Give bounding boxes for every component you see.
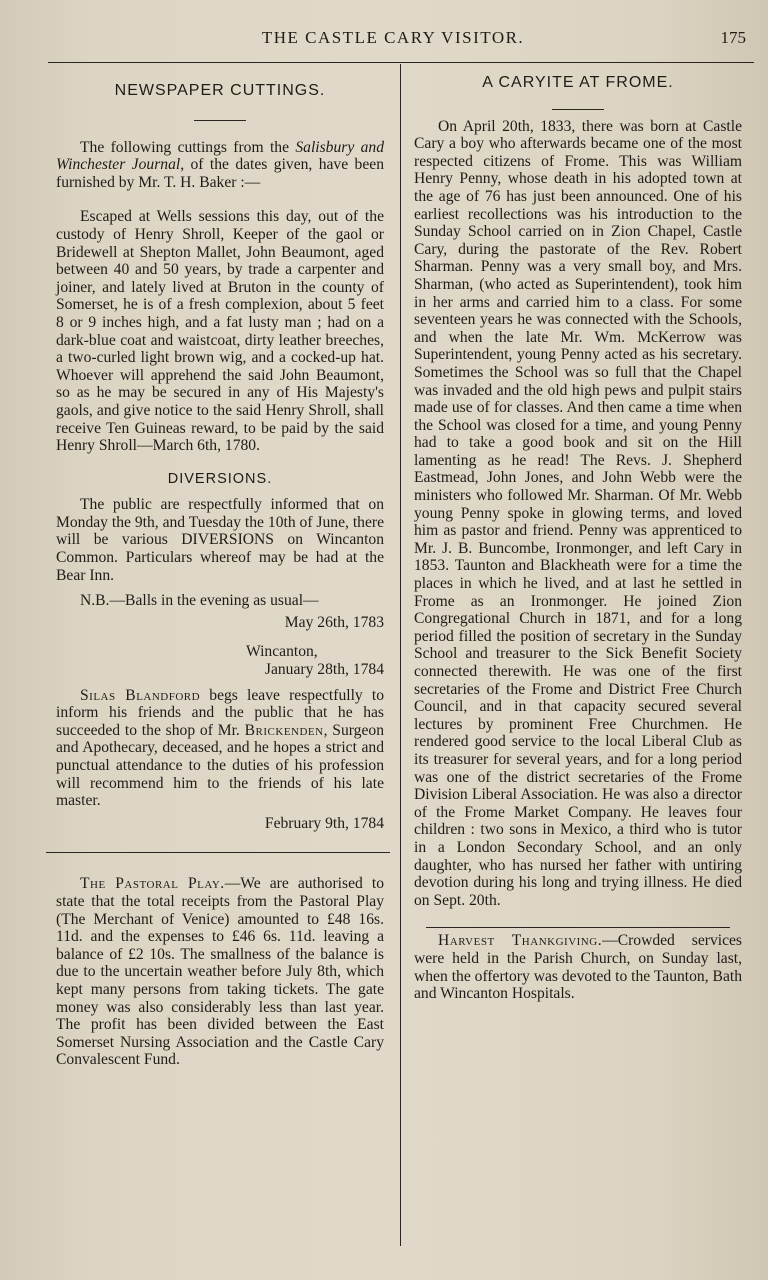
header-rule (48, 62, 754, 63)
silas-blandford-notice (56, 687, 384, 810)
brickenden-name: Brickenden (244, 721, 324, 739)
left-column (56, 72, 384, 1069)
intro-paragraph (56, 139, 384, 192)
nb-line: N.B.—Balls in the evening as usual— (80, 592, 319, 610)
harvest-thanksgiving-paragraph (414, 932, 742, 1002)
section-rule (46, 852, 390, 853)
short-rule (552, 109, 604, 110)
intro-text-a: The following cuttings from the (80, 138, 296, 156)
diversions-paragraph: The public are respectfully informed that on Monday the 9th, and Tuesday the 10th of June, there will be various DIVERSIONS on Wincanton Common. Particulars whereof may be had at the Bear Inn. (56, 496, 384, 584)
pastoral-lead: The Pastoral Play. (80, 875, 225, 893)
silas-name: Silas Blandford (80, 686, 201, 704)
date-february-1784: February 9th, 1784 (264, 814, 384, 832)
place-wincanton: Wincanton, (246, 643, 318, 661)
caryite-article: On April 20th, 1833, there was born at Castle Cary a boy who afterwards became one of the most respected citizens of Frome. This was William Henry Penny, whose death in his adopted town at the age of 76 has just been announced. One of his earliest recollections was his introduction to the Sunday School carried on in Zion Chapel, Castle Cary, during the pastorate of the Rev. Robert Sharman. Penny was a very small boy, and Mrs. Sharman, (who acted as Superintendent), took him in her arms and carried him to a class. For some seventeen years he was connected with the Schools, and when the late Mr. Wm. McKerrow was Superintendent, young Penny acted as his secretary. Sometimes the School was so full that the Chapel was invaded and the old high pews and pulpit stairs made use of for classes. And then came a time when the School was closed for a time, and young Penny had to take a good book and sit on the Hill lamenting as he read! The Revs. J. Shepherd Eastmead, John Jones, and John Webb were the ministers who followed Mr. Sharman. Of Mr. Webb young Penny spoke in glowing terms, and loved him as pastor and friend. Penny was apprenticed to Mr. J. B. Buncombe, Ironmonger, and left Cary in 1853. Taunton and Blackheath were for a time the places in which he lived, and at last he settled in Frome as an Ironmonger. He joined Zion Congregational Church in 1871, and for a long period filled the position of secretary in the Sunday School and treasurer to the Sick Benefit Society connected therewith. He was one of the first secretaries of the Frome and District Free Church Council, and in that capacity secured several lectures by prominent Free Churchmen. He rendered good service to the local Liberal Club as its treasurer for several years, and for a long period was one of the district secretaries of the Frome Division Liberal Association. He was also a director of the Frome Market Company. He leaves four children : two sons in Mexico, a third who is tutor in a London Secondary School, and an only daughter, who has nursed her father with untiring devotion during his long and trying illness. He died on Sept. 20th. (414, 117, 742, 909)
page-number: 175 (720, 28, 746, 47)
silas-text-b: , Surgeon and Apothecary, deceased, and he hopes a strict and punctual attendance to the duties of his profession will recommend him to the friends of his late master. (56, 721, 384, 810)
page-header (40, 26, 746, 52)
diversions-heading: DIVERSIONS. (167, 470, 273, 487)
section-rule (426, 927, 730, 928)
right-column (414, 72, 742, 1003)
harvest-lead: Harvest Thankgiving. (438, 932, 603, 950)
intro-text-b: , of the dates given, have been furnished by Mr. T. H. Baker :— (56, 156, 384, 191)
column-divider (400, 64, 401, 1246)
caryite-heading: A CARYITE AT FROME. (482, 74, 674, 91)
escape-notice: Escaped at Wells sessions this day, out of the custody of Henry Shroll, Keeper of the gaol or Bridewell at Shepton Mallet, John Beaumont, aged between 40 and 50 years, by trade a carpenter and joiner, and lately lived at Bruton in the county of Somerset, he is of a fresh complexion, about 5 feet 8 or 9 inches high, and a fat lusty man ; had on a dark-blue coat and waistcoat, dirty leather breeches, a two-curled light brown wig, and a cocked-up hat. Whoever will apprehend the said John Beaumont, so as he may be secured in any of His Majesty's gaols, and give notice to the said Henry Shroll, shall receive Ten Guineas reward, to be paid by the said Henry Shroll—March 6th, 1780. (56, 208, 384, 455)
running-title: THE CASTLE CARY VISITOR. (261, 28, 525, 47)
date-may-1783: May 26th, 1783 (284, 613, 384, 631)
short-rule (194, 120, 246, 121)
date-january-1784: January 28th, 1784 (264, 661, 384, 679)
harvest-text: —Crowded services were held in the Parish Church, on Sunday last, when the offertory was devoted to the Taunton, Bath and Wincanton Hospitals. (414, 932, 742, 1003)
silas-text-a: begs leave respectfully to inform his friends and the public that he has succeeded to the shop of Mr. (56, 686, 384, 739)
pastoral-text: —We are authorised to state that the total receipts from the Pastoral Play (The Merchant of Venice) amounted to £48 16s. 11d. and the expenses to £46 6s. 11d. leaving a balance of £2 10s. The smallness of the balance is due to the uncertain weather before July 8th, which kept many persons from taking tickets. The gate money was also considerably less than last year. The profit has been divided between the East Somerset Nursing Association and the Castle Cary Convalescent Fund. (56, 875, 384, 1069)
pastoral-play-paragraph (56, 875, 384, 1069)
newspaper-cuttings-heading: NEWSPAPER CUTTINGS. (114, 82, 326, 99)
journal-name: Salisbury and Winchester Journal (56, 138, 384, 174)
